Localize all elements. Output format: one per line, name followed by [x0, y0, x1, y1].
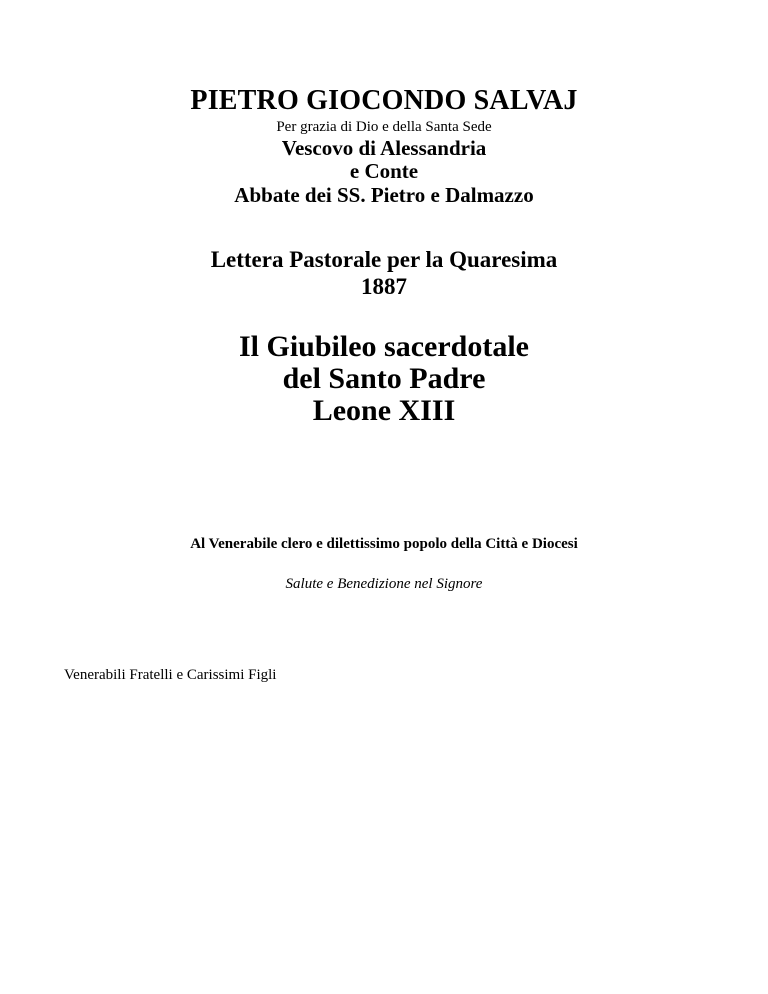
greeting-line: Salute e Benedizione nel Signore	[285, 576, 483, 592]
subject-line-3: Leone XIII	[312, 394, 456, 427]
author-name: PIETRO GIOCONDO SALVAJ	[190, 85, 578, 116]
subject-line-2: del Santo Padre	[282, 362, 486, 395]
subject-line-1: Il Giubileo sacerdotale	[239, 330, 529, 363]
title-bishop: Vescovo di Alessandria	[281, 136, 487, 160]
addressee-line: Al Venerabile clero e dilettissimo popolo della Città e Diocesi	[190, 536, 578, 552]
salutation-line: Venerabili Fratelli e Carissimi Figli	[64, 667, 277, 683]
grace-line: Per grazia di Dio e della Santa Sede	[276, 119, 492, 135]
title-count: e Conte	[349, 159, 419, 183]
letter-year: 1887	[361, 274, 407, 299]
letter-type: Lettera Pastorale per la Quaresima	[210, 247, 558, 272]
title-abbot: Abbate dei SS. Pietro e Dalmazzo	[234, 183, 534, 207]
